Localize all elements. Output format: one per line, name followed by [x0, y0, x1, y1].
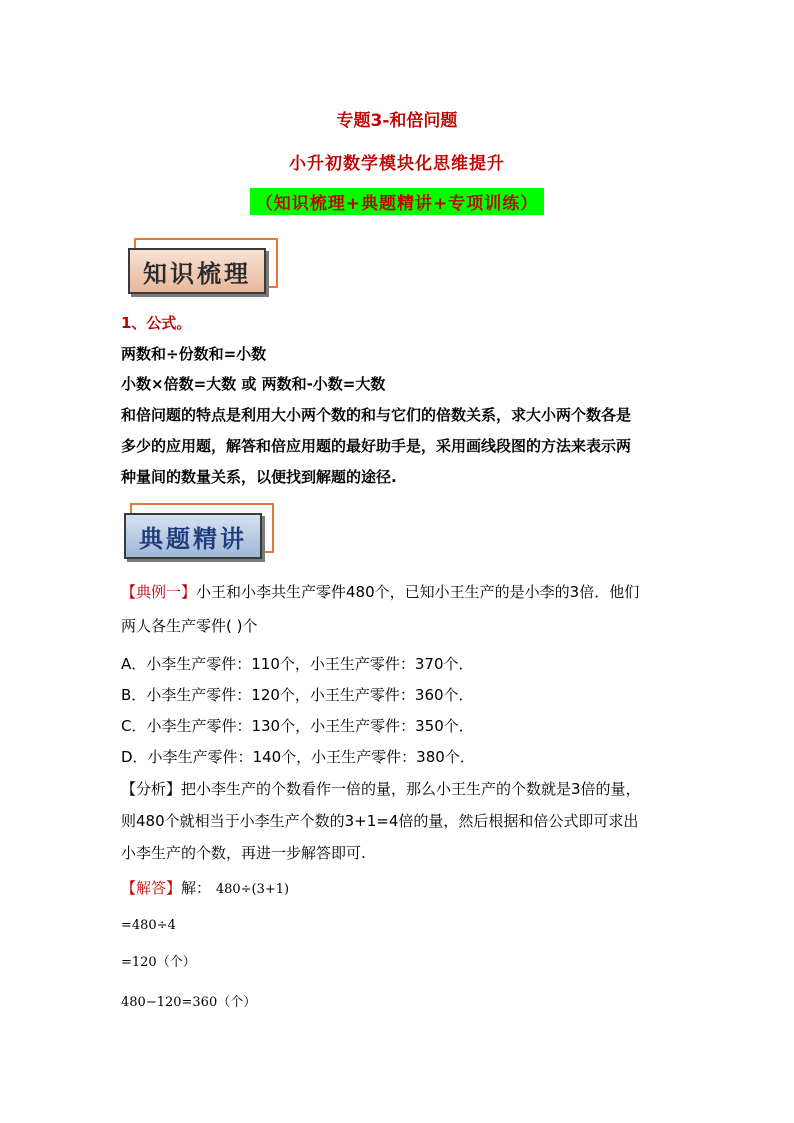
analysis-line-3: 小李生产的个数，再进一步解答即可. — [121, 844, 366, 862]
option-a: A．小李生产零件：110个，小王生产零件：370个． — [121, 655, 474, 673]
banner-label: 典题精讲 — [124, 513, 262, 559]
answer-step-1: 480÷(3+1) — [215, 882, 290, 897]
example-text-1: 小王和小李共生产零件480个，已知小王生产的是小李的3倍．他们 — [196, 583, 640, 601]
example-line-1 — [121, 576, 691, 608]
option-c: C．小李生产零件：130个，小王生产零件：350个． — [121, 717, 474, 735]
formula-line-2: 小数×倍数=大数 或 两数和-小数=大数 — [121, 375, 386, 393]
document-title: 专题3-和倍问题 — [336, 111, 458, 131]
answer-tag: 【解答】 — [121, 879, 182, 897]
example-tag: 【典例一】 — [121, 583, 197, 601]
banner-label: 知识梳理 — [128, 248, 266, 294]
section-banner-examples — [124, 513, 268, 561]
answer-step-4: 480−120=360（个） — [121, 995, 257, 1010]
analysis-line-2: 则480个就相当于小李生产个数的3+1=4倍的量，然后根据和倍公式即可求出 — [121, 812, 639, 830]
example-line-2: 两人各生产零件( )个 — [121, 617, 258, 635]
section-banner-knowledge — [128, 248, 272, 296]
description-line-3: 种量间的数量关系，以便找到解题的途径. — [121, 468, 397, 486]
option-b: B．小李生产零件：120个，小王生产零件：360个． — [121, 686, 474, 704]
formula-heading: 1、公式。 — [121, 314, 192, 332]
description-line-2: 多少的应用题，解答和倍应用题的最好助手是，采用画线段图的方法来表示两 — [121, 437, 632, 455]
answer-line — [121, 872, 691, 906]
description-line-1: 和倍问题的特点是利用大小两个数的和与它们的倍数关系，求大小两个数各是 — [121, 406, 632, 424]
option-d: D．小李生产零件：140个，小王生产零件：380个． — [121, 748, 475, 766]
document-subtitle: 小升初数学模块化思维提升 — [289, 154, 505, 174]
analysis-line-1: 【分析】把小李生产的个数看作一倍的量，那么小王生产的个数就是3倍的量， — [121, 780, 641, 798]
document-tagline: （知识梳理+典题精讲+专项训练） — [250, 188, 545, 215]
answer-lead: 解： — [181, 879, 212, 897]
formula-line-1: 两数和÷份数和=小数 — [121, 345, 267, 363]
answer-step-3: =120（个） — [121, 955, 196, 970]
document-tagline-wrap — [0, 188, 794, 215]
answer-step-2: =480÷4 — [121, 918, 176, 933]
